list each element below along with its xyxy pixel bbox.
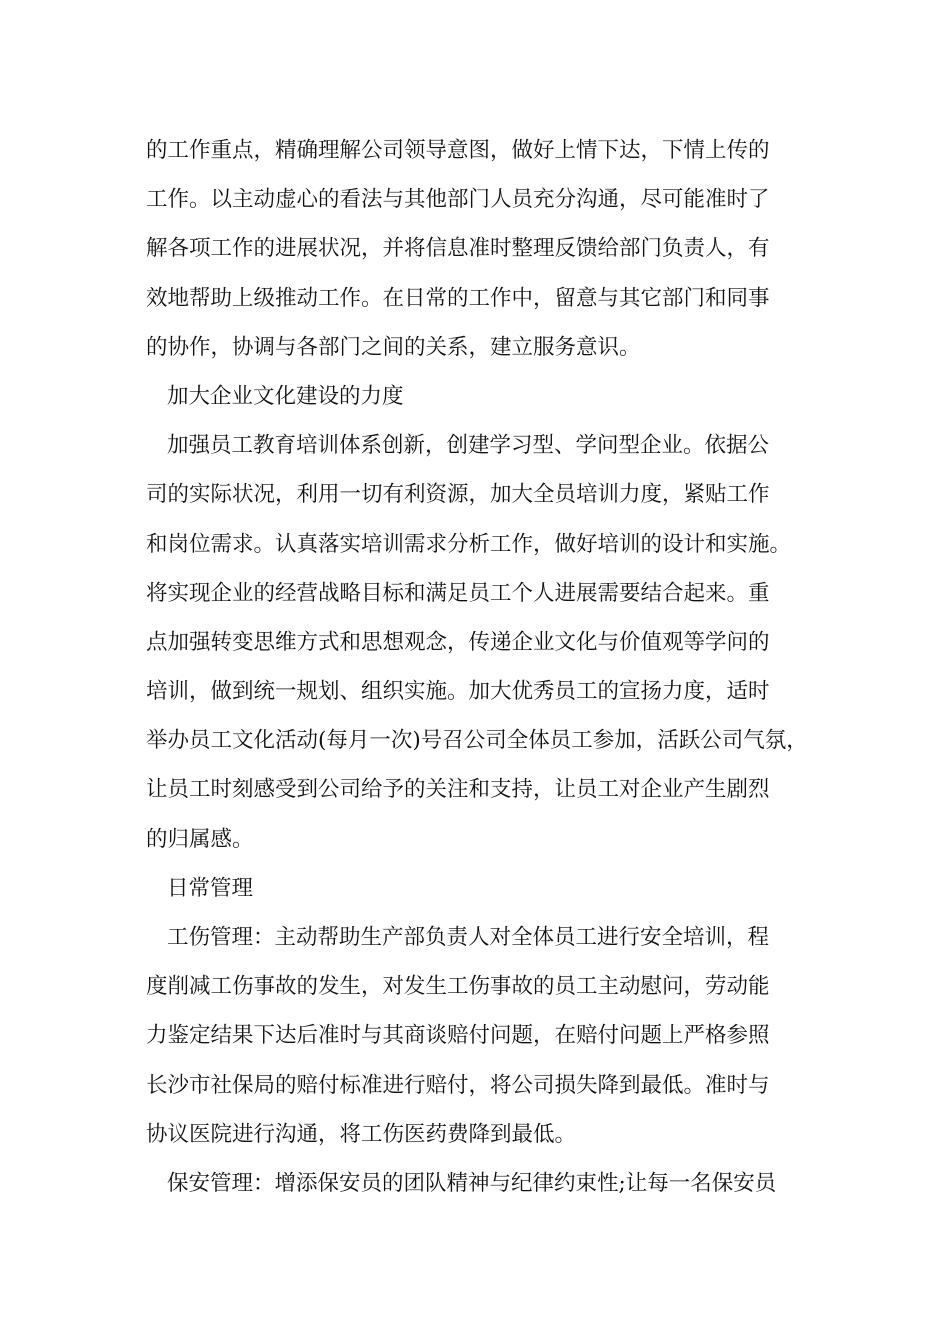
text-line: 解各项工作的进展状况，并将信息准时整理反馈给部门负责人，有 (146, 236, 770, 262)
text-line: 培训，做到统一规划、组织实施。加大优秀员工的宣扬力度，适时 (146, 679, 770, 705)
text-line: 保安管理：增添保安员的团队精神与纪律约束性;让每一名保安员 (167, 1170, 777, 1196)
text-line: 的归属感。 (146, 826, 254, 852)
text-line: 点加强转变思维方式和思想观念，传递企业文化与价值观等学问的 (146, 629, 770, 655)
text-line: 将实现企业的经营战略目标和满足员工个人进展需要结合起来。重 (146, 580, 770, 606)
text-line: 司的实际状况，利用一切有利资源，加大全员培训力度，紧贴工作 (146, 482, 770, 508)
text-line: 的协作，协调与各部门之间的关系，建立服务意识。 (146, 334, 641, 360)
text-line: 效地帮助上级推动工作。在日常的工作中，留意与其它部门和同事 (146, 285, 770, 311)
text-line: 工伤管理：主动帮助生产部负责人对全体员工进行安全培训，程 (167, 925, 770, 950)
text-line: 的工作重点，精确理解公司领导意图，做好上情下达，下情上传的 (146, 138, 770, 163)
text-line: 力鉴定结果下达后准时与其商谈赔付问题，在赔付问题上严格参照 (146, 1023, 770, 1049)
text-line: 工作。以主动虚心的看法与其他部门人员充分沟通，尽可能准时了 (146, 187, 770, 213)
text-line: 度削减工伤事故的发生，对发生工伤事故的员工主动慰问，劳动能 (146, 974, 770, 1000)
text-line: 让员工时刻感受到公司给予的关注和支持，让员工对企业产生剧烈 (146, 777, 770, 803)
text-line: 日常管理 (167, 875, 254, 901)
text-line: 举办员工文化活动(每月一次)号召公司全体员工参加，活跃公司气氛， (146, 728, 808, 754)
text-line: 加强员工教育培训体系创新，创建学习型、学问型企业。依据公 (167, 433, 770, 459)
text-line: 长沙市社保局的赔付标准进行赔付，将公司损失降到最低。准时与 (146, 1072, 770, 1098)
text-line: 和岗位需求。认真落实培训需求分析工作，做好培训的设计和实施。 (146, 531, 792, 557)
body-text (146, 126, 806, 1208)
text-line: 加大企业文化建设的力度 (167, 383, 404, 409)
text-line: 协议医院进行沟通，将工伤医药费降到最低。 (146, 1121, 577, 1147)
